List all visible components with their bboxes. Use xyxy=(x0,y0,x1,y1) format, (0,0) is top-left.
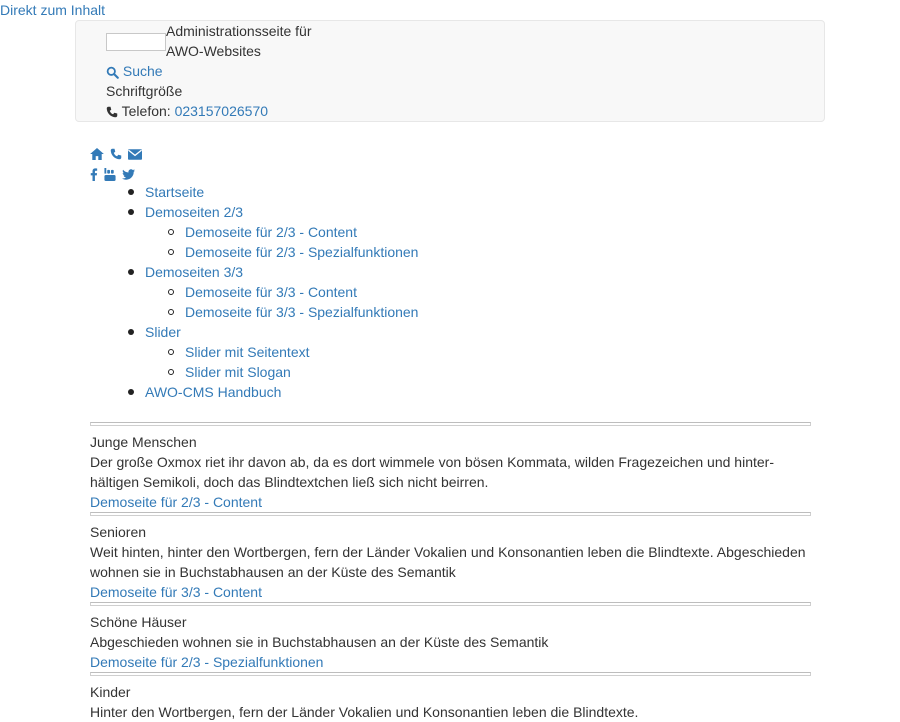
teaser-title: Senioren xyxy=(90,524,147,540)
teaser-senioren xyxy=(90,512,811,602)
circle-bullet xyxy=(168,349,174,355)
circle-bullet xyxy=(168,309,174,315)
nav-item-startseite xyxy=(90,182,418,202)
teaser-schoene-haeuser xyxy=(90,602,811,672)
teaser-text: Hinter den Wortbergen, fern der Länder Vokalien und Konsonantien leben die Blindtexte. xyxy=(90,704,639,720)
nav-subitem xyxy=(90,282,418,302)
circle-bullet xyxy=(168,249,174,255)
bullet xyxy=(128,189,134,195)
nav-link-demoseiten-2-3[interactable]: Demoseiten 2/3 xyxy=(145,204,244,220)
phone-label: Telefon: xyxy=(121,103,171,119)
email-link[interactable] xyxy=(128,145,142,161)
nav-item-slider xyxy=(90,322,418,342)
teaser-image-placeholder xyxy=(90,422,811,426)
logo-image[interactable] xyxy=(106,33,166,51)
teaser-list xyxy=(90,422,811,722)
teaser-image-placeholder xyxy=(90,672,811,676)
phone-icon xyxy=(106,106,118,118)
circle-bullet xyxy=(168,229,174,235)
nav-subitem xyxy=(90,242,418,262)
nav-subitem xyxy=(90,302,418,322)
circle-bullet xyxy=(168,369,174,375)
bullet xyxy=(128,329,134,335)
teaser-kinder xyxy=(90,672,811,722)
bullet xyxy=(128,269,134,275)
nav-link-demoseite-2-3-spezialfunktionen[interactable]: Demoseite für 2/3 - Spezialfunktionen xyxy=(185,244,419,260)
nav-link-slider-mit-seitentext[interactable]: Slider mit Seitentext xyxy=(185,344,310,360)
search-button[interactable] xyxy=(106,61,163,81)
nav-item-demoseiten-3-3 xyxy=(90,262,418,282)
teaser-title: Junge Menschen xyxy=(90,434,197,450)
nav-link-demoseiten-3-3[interactable]: Demoseiten 3/3 xyxy=(145,264,244,280)
twitter-icon xyxy=(122,169,135,180)
nav-link-slider[interactable]: Slider xyxy=(145,324,181,340)
phone-icon xyxy=(110,148,122,160)
nav-subitem xyxy=(90,342,418,362)
teaser-title: Schöne Häuser xyxy=(90,614,187,630)
nav-link-demoseite-3-3-spezialfunktionen[interactable]: Demoseite für 3/3 - Spezialfunktionen xyxy=(185,304,419,320)
teaser-image-placeholder xyxy=(90,602,811,606)
site-title: Administrationsseite für AWO-Websites xyxy=(166,23,312,59)
envelope-icon xyxy=(128,149,142,160)
nav-link-demoseite-3-3-content[interactable]: Demoseite für 3/3 - Content xyxy=(185,284,357,300)
search-icon xyxy=(106,66,119,79)
social-links xyxy=(90,163,137,181)
home-link[interactable] xyxy=(90,145,108,161)
teaser-link[interactable]: Demoseite für 2/3 - Content xyxy=(90,494,262,510)
nav-subitem xyxy=(90,222,418,242)
phone-number-link[interactable]: 023157026570 xyxy=(174,103,269,119)
search-label: Suche xyxy=(122,63,163,79)
skip-to-content-link[interactable]: Direkt zum Inhalt xyxy=(0,2,106,18)
teaser-text: Abgeschieden wohnen sie in Buchstabhausen an der Küste des Semantik xyxy=(90,634,549,650)
teaser-text: Weit hinten, hinter den Wortbergen, fern der Länder Vokalien und Konsonantien leben die Blindtexte. Abgeschieden wohnen sie in Buchstabhausen an der Küste des Semantik xyxy=(90,544,806,580)
teaser-junge-menschen xyxy=(90,422,811,512)
teaser-title: Kinder xyxy=(90,684,131,700)
bullet xyxy=(128,389,134,395)
quick-links xyxy=(90,143,144,161)
youtube-icon xyxy=(104,168,116,181)
nav-item-demoseiten-2-3 xyxy=(90,202,418,222)
youtube-link[interactable] xyxy=(104,165,120,181)
facebook-link[interactable] xyxy=(90,165,102,181)
nav-link-demoseite-2-3-content[interactable]: Demoseite für 2/3 - Content xyxy=(185,224,357,240)
teaser-link[interactable]: Demoseite für 2/3 - Spezialfunktionen xyxy=(90,654,324,670)
font-size-control[interactable]: Schriftgröße xyxy=(106,83,183,99)
twitter-link[interactable] xyxy=(122,165,135,181)
teaser-link[interactable]: Demoseite für 3/3 - Content xyxy=(90,584,262,600)
teaser-image-placeholder xyxy=(90,512,811,516)
phone-line xyxy=(106,101,268,121)
nav-link-awo-cms-handbuch[interactable]: AWO-CMS Handbuch xyxy=(145,384,282,400)
facebook-icon xyxy=(90,168,98,181)
circle-bullet xyxy=(168,289,174,295)
phone-link[interactable] xyxy=(110,145,126,161)
nav-link-slider-mit-slogan[interactable]: Slider mit Slogan xyxy=(185,364,291,380)
home-icon xyxy=(90,148,104,160)
main-navigation xyxy=(90,182,418,402)
header xyxy=(75,20,825,122)
teaser-text: Der große Oxmox riet ihr davon ab, da es dort wimmele von bösen Kommata, wilden Fragezeichen und hinter-hältigen Semikoli, doch das Blindtextchen ließ sich nicht beirren. xyxy=(90,454,774,490)
nav-item-awo-cms-handbuch xyxy=(90,382,418,402)
nav-subitem xyxy=(90,362,418,382)
bullet xyxy=(128,209,134,215)
nav-link-startseite[interactable]: Startseite xyxy=(145,184,205,200)
